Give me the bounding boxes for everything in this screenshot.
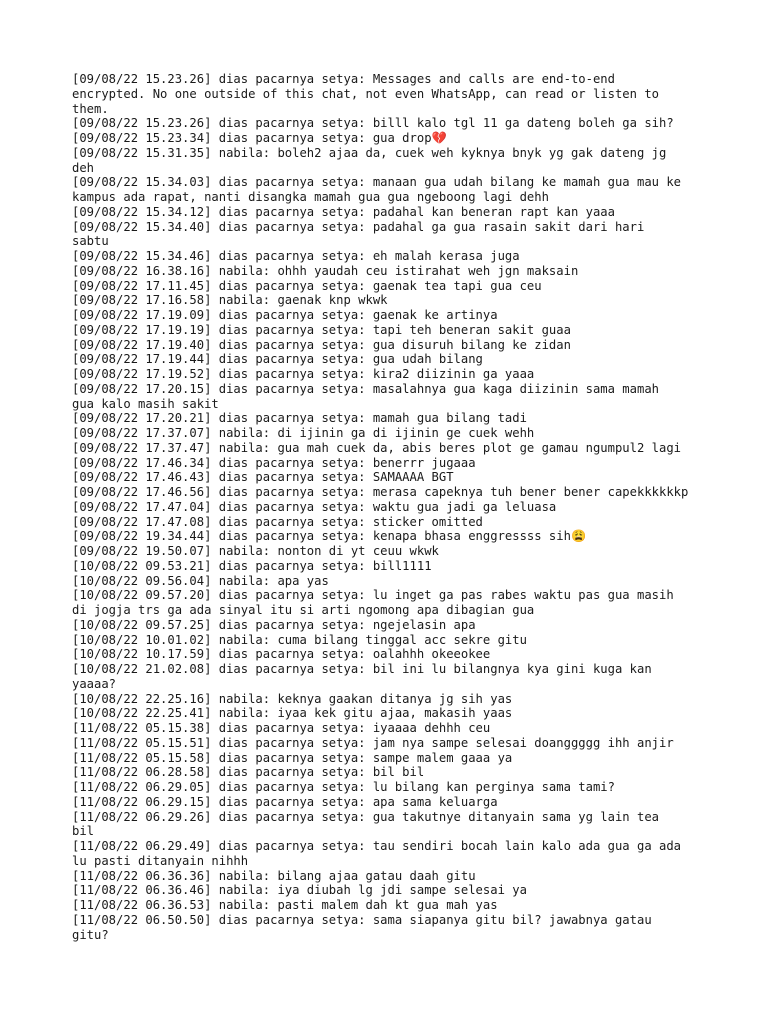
chat-message-line: [09/08/22 17.20.15] dias pacarnya setya: masalahnya gua kaga diizinin sama mamah gua kalo masih sakit: [72, 381, 659, 411]
chat-message-line: [09/08/22 19.50.07] nabila: nonton di yt ceuu wkwk: [72, 544, 439, 558]
chat-message-line: [09/08/22 17.37.47] nabila: gua mah cuek da, abis beres plot ge gamau ngumpul2 lagi: [72, 440, 682, 455]
chat-message-line: [11/08/22 06.29.26] dias pacarnya setya: gua takutnye ditanyain sama yg lain tea bil: [72, 809, 659, 839]
chat-message-line: [11/08/22 05.15.58] dias pacarnya setya: sampe malem gaaa ya: [72, 750, 513, 765]
chat-message-line: [09/08/22 17.20.21] dias pacarnya setya: mamah gua bilang tadi: [72, 411, 527, 426]
chat-message-line: [11/08/22 06.29.49] dias pacarnya setya: tau sendiri bocah lain kalo ada gua ga ada lu pasti ditanyain nihhh: [72, 839, 682, 868]
chat-message-line: [11/08/22 06.28.58] dias pacarnya setya: bil bil: [72, 765, 425, 780]
chat-message-line: [09/08/22 15.34.12] dias pacarnya setya: padahal kan beneran rapt kan yaaa: [72, 204, 615, 219]
chat-message-line: [11/08/22 06.29.05] dias pacarnya setya: lu bilang kan perginya sama tami?: [72, 780, 615, 794]
chat-message-line: [09/08/22 17.46.34] dias pacarnya setya: benerrr jugaaa: [72, 455, 476, 470]
chat-message-line: [09/08/22 15.31.35] nabila: boleh2 ajaa da, cuek weh kyknya bnyk yg gak dateng jg deh: [72, 145, 667, 175]
chat-message-line: [09/08/22 17.19.19] dias pacarnya setya: tapi teh beneran sakit guaa: [72, 322, 571, 337]
chat-message-line: [09/08/22 15.34.03] dias pacarnya setya: manaan gua udah bilang ke mamah gua mau ke kampus ada rapat, nanti disangka mamah gua gua ngeboong lagi dehh: [72, 175, 682, 204]
chat-message-line: [10/08/22 09.53.21] dias pacarnya setya: bill1111: [72, 558, 432, 573]
chat-message-line: [11/08/22 05.15.51] dias pacarnya setya: jam nya sampe selesai doanggggg ihh anjir: [72, 735, 674, 750]
chat-message-line: [10/08/22 10.01.02] nabila: cuma bilang tinggal acc sekre gitu: [72, 632, 527, 647]
chat-message-line: [09/08/22 17.19.09] dias pacarnya setya: gaenak ke artinya: [72, 308, 498, 322]
chat-message-line: [11/08/22 06.36.36] nabila: bilang ajaa gatau daah gitu: [72, 868, 476, 883]
chat-message-line: [09/08/22 17.16.58] nabila: gaenak knp wkwk: [72, 293, 388, 308]
chat-message-line: [09/08/22 15.34.46] dias pacarnya setya: eh malah kerasa juga: [72, 249, 520, 263]
chat-message-line: [09/08/22 19.34.44] dias pacarnya setya: kenapa bhasa enggressss sih😩: [72, 529, 587, 544]
chat-message-line: [09/08/22 17.46.56] dias pacarnya setya: merasa capeknya tuh bener bener capekkkkkkp: [72, 485, 689, 499]
chat-message-line: [09/08/22 15.23.26] dias pacarnya setya: billl kalo tgl 11 ga dateng boleh ga sih?: [72, 116, 674, 131]
chat-message-line: [09/08/22 17.11.45] dias pacarnya setya: gaenak tea tapi gua ceu: [72, 278, 542, 293]
chat-message-line: [10/08/22 22.25.16] nabila: keknya gaakan ditanya jg sih yas: [72, 691, 513, 706]
chat-message-line: [09/08/22 17.37.07] nabila: di ijinin ga di ijinin ge cuek wehh: [72, 426, 535, 440]
chat-message-line: [10/08/22 22.25.41] nabila: iyaa kek gitu ajaa, makasih yaas: [72, 706, 513, 721]
chat-message-line: [11/08/22 06.50.50] dias pacarnya setya: sama siapanya gitu bil? jawabnya gatau gitu?: [72, 912, 652, 942]
chat-message-line: [09/08/22 17.19.40] dias pacarnya setya: gua disuruh bilang ke zidan: [72, 337, 571, 352]
chat-message-line: [11/08/22 06.36.46] nabila: iya diubah lg jdi sampe selesai ya: [72, 883, 527, 898]
chat-message-line: [10/08/22 09.57.20] dias pacarnya setya: lu inget ga pas rabes waktu pas gua masih di jogja trs ga ada sinyal itu si arti ngomong apa dibagian gua: [72, 588, 674, 617]
chat-message-line: [09/08/22 17.46.43] dias pacarnya setya: SAMAAAA BGT: [72, 470, 454, 485]
chat-message-line: [10/08/22 09.56.04] nabila: apa yas: [72, 573, 329, 588]
chat-message-line: [09/08/22 15.23.26] dias pacarnya setya: Messages and calls are end-to-end encrypted. No one outside of this chat, not even WhatsApp, can read or listen to them.: [72, 72, 659, 116]
chat-message-line: [11/08/22 05.15.38] dias pacarnya setya: iyaaaa dehhh ceu: [72, 721, 491, 735]
chat-message-line: [09/08/22 17.19.52] dias pacarnya setya: kira2 diizinin ga yaaa: [72, 367, 535, 381]
chat-message-line: [11/08/22 06.36.53] nabila: pasti malem dah kt gua mah yas: [72, 898, 498, 912]
chat-message-line: [09/08/22 17.19.44] dias pacarnya setya: gua udah bilang: [72, 352, 483, 367]
chat-message-line: [09/08/22 17.47.08] dias pacarnya setya: sticker omitted: [72, 514, 483, 529]
chat-message-line: [09/08/22 17.47.04] dias pacarnya setya: waktu gua jadi ga leluasa: [72, 499, 557, 514]
chat-message-line: [10/08/22 10.17.59] dias pacarnya setya: oalahhh okeeokee: [72, 647, 491, 662]
chat-message-line: [11/08/22 06.29.15] dias pacarnya setya: apa sama keluarga: [72, 794, 498, 809]
chat-message-line: [09/08/22 16.38.16] nabila: ohhh yaudah ceu istirahat weh jgn maksain: [72, 263, 579, 278]
chat-message-line: [09/08/22 15.34.40] dias pacarnya setya: padahal ga gua rasain sakit dari hari sabtu: [72, 219, 645, 249]
chat-message-line: [09/08/22 15.23.34] dias pacarnya setya: gua drop💔: [72, 131, 447, 145]
chat-transcript: [72, 72, 708, 942]
chat-message-line: [10/08/22 21.02.08] dias pacarnya setya: bil ini lu bilangnya kya gini kuga kan yaaaa?: [72, 662, 652, 691]
chat-message-line: [10/08/22 09.57.25] dias pacarnya setya: ngejelasin apa: [72, 617, 476, 632]
